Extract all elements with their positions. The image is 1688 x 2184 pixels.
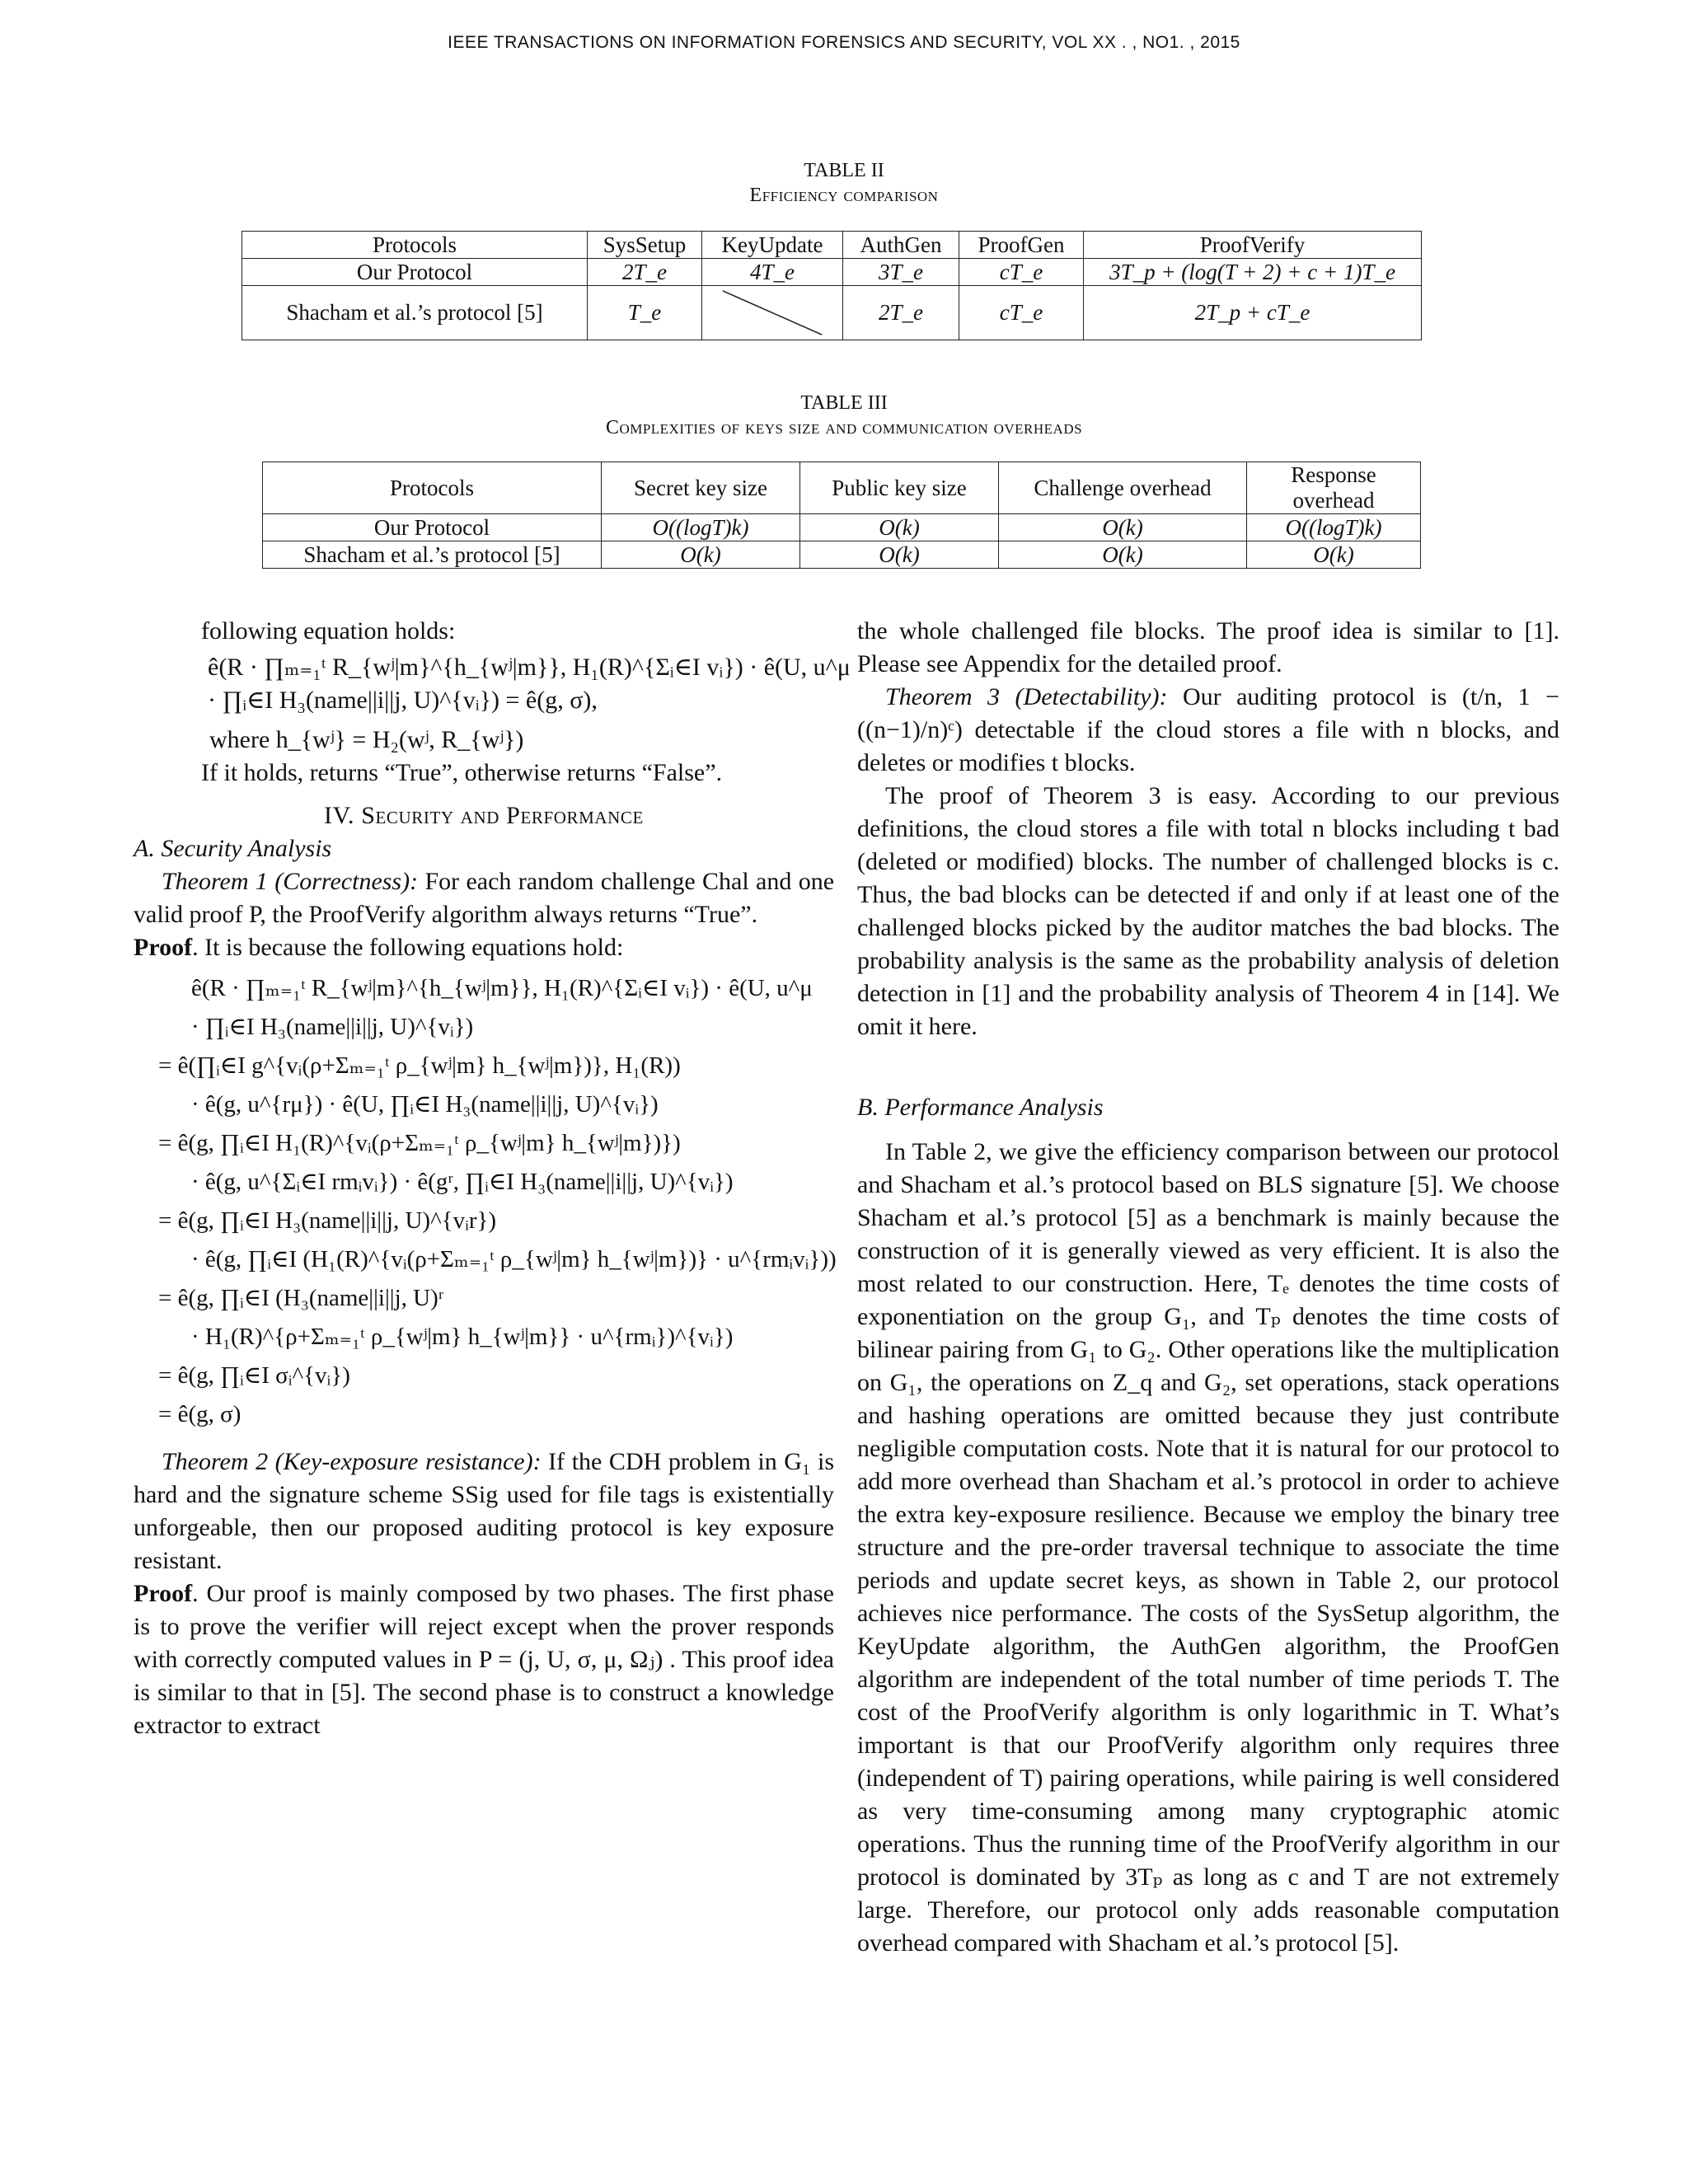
- equation-line: · H₁(R)^{ρ+Σₘ₌₁ᵗ ρ_{wʲ|m} h_{wʲ|m}} · u^{rmᵢ})^{vᵢ}): [191, 1324, 734, 1350]
- table3-cell: Shacham et al.’s protocol [5]: [263, 541, 602, 569]
- paragraph: the whole challenged file blocks. The proof idea is similar to [1]. Please see Appendix for the detailed proof.: [857, 617, 1559, 677]
- table3-cell: O(k): [999, 541, 1247, 569]
- table3-cell: O(k): [1247, 541, 1421, 569]
- table3-cell: O((logT)k): [602, 514, 800, 541]
- right-column: [857, 615, 1559, 1960]
- equation-line: · ê(g, u^{Σᵢ∈I rmᵢvᵢ}) · ê(gʳ, ∏ᵢ∈I H₃(name||i||j, U)^{vᵢ}): [191, 1169, 734, 1195]
- running-header: IEEE TRANSACTIONS ON INFORMATION FORENSICS AND SECURITY, VOL XX . , NO1. , 2015: [448, 33, 1240, 52]
- equation-line: · ∏ᵢ∈I H₃(name||i||j, U)^{vᵢ}) = ê(g, σ),: [208, 687, 598, 714]
- table3: [262, 462, 1421, 569]
- equation-line: = ê(g, ∏ᵢ∈I H₁(R)^{vᵢ(ρ+Σₘ₌₁ᵗ ρ_{wʲ|m} h_{wʲ|m})}): [158, 1130, 681, 1156]
- equation-line: = ê(∏ᵢ∈I g^{vᵢ(ρ+Σₘ₌₁ᵗ ρ_{wʲ|m} h_{wʲ|m})}, H₁(R)): [158, 1052, 681, 1079]
- proof-label: Proof: [134, 934, 193, 961]
- table2-cell: Shacham et al.’s protocol [5]: [242, 286, 588, 340]
- table3-cell: O((logT)k): [1247, 514, 1421, 541]
- table3-cell: O(k): [800, 541, 999, 569]
- table2-header: SysSetup: [588, 232, 702, 259]
- equation-line: = ê(g, ∏ᵢ∈I H₃(name||i||j, U)^{vᵢr}): [158, 1207, 497, 1234]
- holds-text: If it holds, returns “True”, otherwise returns “False”.: [201, 759, 723, 786]
- equation-line: = ê(g, σ): [158, 1401, 241, 1427]
- subsection-heading: A. Security Analysis: [134, 835, 332, 862]
- table-row: [263, 541, 1421, 569]
- table3-title: Complexities of keys size and communication overheads: [605, 417, 1083, 438]
- equation-line: = ê(g, ∏ᵢ∈I σᵢ^{vᵢ}): [158, 1362, 350, 1389]
- table2-cell: cT_e: [959, 259, 1084, 286]
- table2-label: TABLE II: [804, 160, 884, 181]
- table2-header-row: [242, 232, 1422, 259]
- proof-equations: [134, 969, 837, 1434]
- table2-cell: 2T_e: [843, 286, 959, 340]
- table2-header: ProofVerify: [1084, 232, 1422, 259]
- equation-line: · ê(g, ∏ᵢ∈I (H₁(R)^{vᵢ(ρ+Σₘ₌₁ᵗ ρ_{wʲ|m} h_{wʲ|m})} · u^{rmᵢvᵢ})): [191, 1246, 837, 1272]
- intro-text: following equation holds:: [201, 617, 456, 644]
- equation-line: ê(R · ∏ₘ₌₁ᵗ R_{wʲ|m}^{h_{wʲ|m}}, H₁(R)^{Σᵢ∈I vᵢ}) · ê(U, u^μ: [191, 975, 813, 1001]
- table2-cell: T_e: [588, 286, 702, 340]
- table3-header: Secret key size: [602, 462, 800, 514]
- diagonal-slash: [702, 286, 842, 340]
- table3-header: Public key size: [800, 462, 999, 514]
- theorem-1-body: For each random challenge Chal and one valid proof P, the ProofVerify algorithm always returns “True”.: [134, 868, 835, 928]
- table2-cell: 2T_e: [588, 259, 702, 286]
- proof-2: [134, 1577, 834, 1742]
- equation-line: · ê(g, u^{rμ}) · ê(U, ∏ᵢ∈I H₃(name||i||j, U)^{vᵢ}): [191, 1091, 659, 1118]
- subsection-heading: B. Performance Analysis: [857, 1094, 1104, 1121]
- table3-cell: Our Protocol: [263, 514, 602, 541]
- table2-cell: 3T_p + (log(T + 2) + c + 1)T_e: [1084, 259, 1422, 286]
- table3-cell: O(k): [800, 514, 999, 541]
- table2-cell: 3T_e: [843, 259, 959, 286]
- left-column: [134, 615, 851, 1742]
- theorem-2-title: Theorem 2 (Key-exposure resistance):: [162, 1448, 542, 1475]
- table2-header: Protocols: [242, 232, 588, 259]
- paragraph: In Table 2, we give the efficiency comparison between our protocol and Shacham et al.’s protocol based on BLS signature [5]. We choose Shacham et al.’s protocol [5] as a benchmark is mainly because the construction of it is generally viewed as very efficient. It is also the most related to our construction. Here, Tₑ denotes the time costs of exponentiation on the group G₁, and Tₚ denotes the time costs of bilinear pairing from G₁ to G₂. Other operations like the multiplication on G₁, the operations on Z_q and G₂, set operations, stack operations and hashing operations are omitted because they just contribute negligible computation costs. Note that it is natural for our protocol to add more overhead than Shacham et al.’s protocol in order to achieve the extra key-exposure resilience. Because we employ the binary tree structure and the pre-order traversal technique to associate the time periods and update secret keys, as shown in Table 2, our protocol achieves nice performance. The costs of the SysSetup algorithm, the KeyUpdate algorithm, the AuthGen algorithm, the ProofGen algorithm are independent of the total number of time periods T. The cost of the ProofVerify algorithm is only logarithmic in T. What’s important is that our ProofVerify algorithm only requires three (independent of T) pairing operations, while pairing is well considered as very time-consuming among many cryptographic atomic operations. Thus the running time of the ProofVerify algorithm in our protocol is dominated by 3Tₚ as long as c and T are not extremely large. Therefore, our protocol only adds reasonable computation overhead compared with Shacham et al.’s protocol [5].: [857, 1138, 1559, 1957]
- theorem-1-title: Theorem 1 (Correctness):: [162, 868, 419, 895]
- equation-line: · ∏ᵢ∈I H₃(name||i||j, U)^{vᵢ}): [191, 1014, 474, 1040]
- table2-cell: Our Protocol: [242, 259, 588, 286]
- theorem-1: [134, 865, 834, 931]
- table3-caption: [0, 391, 1688, 440]
- proof-label: Proof: [134, 1580, 193, 1607]
- paragraph: The proof of Theorem 3 is easy. According to our previous definitions, the cloud stores a file with total n blocks including t bad (deleted or modified) blocks. The number of challenged blocks is c. Thus, the bad blocks can be detected if and only if at least one of the challenged blocks picked by the auditor matches the bad blocks. The probability analysis is the same as the probability analysis of deletion detection in [1] and the probability analysis of Theorem 4 in [14]. We omit it here.: [857, 782, 1559, 1040]
- table2-header: ProofGen: [959, 232, 1084, 259]
- section-heading: IV. Security and Performance: [324, 802, 644, 829]
- proof-1-body: . It is because the following equations hold:: [192, 934, 624, 961]
- theorem-3-body: Our auditing protocol is (t/n, 1 − ((n−1)/n)ᶜ) detectable if the cloud stores a file with n blocks, and deletes or modifies t blocks.: [857, 683, 1559, 776]
- table3-header-row: [263, 462, 1421, 514]
- table2-title: Efficiency comparison: [749, 185, 939, 206]
- table2-cell: 2T_p + cT_e: [1084, 286, 1422, 340]
- theorem-3-title: Theorem 3 (Detectability):: [885, 683, 1168, 710]
- table3-header: Protocols: [263, 462, 602, 514]
- table3-header: Response overhead: [1247, 462, 1421, 514]
- equation-line: ê(R · ∏ₘ₌₁ᵗ R_{wʲ|m}^{h_{wʲ|m}}, H₁(R)^{Σᵢ∈I vᵢ}) · ê(U, u^μ: [208, 654, 851, 681]
- table2-header: KeyUpdate: [702, 232, 843, 259]
- table3-label: TABLE III: [800, 392, 888, 414]
- table2-header: AuthGen: [843, 232, 959, 259]
- theorem-2: [134, 1446, 834, 1577]
- table-row: [263, 514, 1421, 541]
- proof-2-body: . Our proof is mainly composed by two phases. The first phase is to prove the verifier will reject except when the prover responds with correctly computed values in P = (j, U, σ, μ, Ωⱼ) . This proof idea is similar to that in [5]. The second phase is to construct a knowledge extractor to extract: [134, 1580, 834, 1739]
- table3-cell: O(k): [999, 514, 1247, 541]
- proof-1: [134, 931, 834, 964]
- table2-caption: [0, 158, 1688, 208]
- equation-line: = ê(g, ∏ᵢ∈I (H₃(name||i||j, U)ʳ: [158, 1285, 444, 1311]
- theorem-2-body: If the CDH problem in G₁ is hard and the signature scheme SSig used for file tags is existentially unforgeable, then our proposed auditing protocol is key exposure resistant.: [134, 1448, 835, 1574]
- table2-cell: 4T_e: [702, 259, 843, 286]
- table2-cell: cT_e: [959, 286, 1084, 340]
- table3-cell: O(k): [602, 541, 800, 569]
- where-text: where h_{wʲ} = H₂(wʲ, R_{wʲ}): [209, 726, 524, 753]
- table-row: [242, 286, 1422, 340]
- table-row: [242, 259, 1422, 286]
- table2-cell-empty: [702, 286, 843, 340]
- table2: [241, 231, 1422, 340]
- table3-header: Challenge overhead: [999, 462, 1247, 514]
- theorem-3: [857, 681, 1559, 780]
